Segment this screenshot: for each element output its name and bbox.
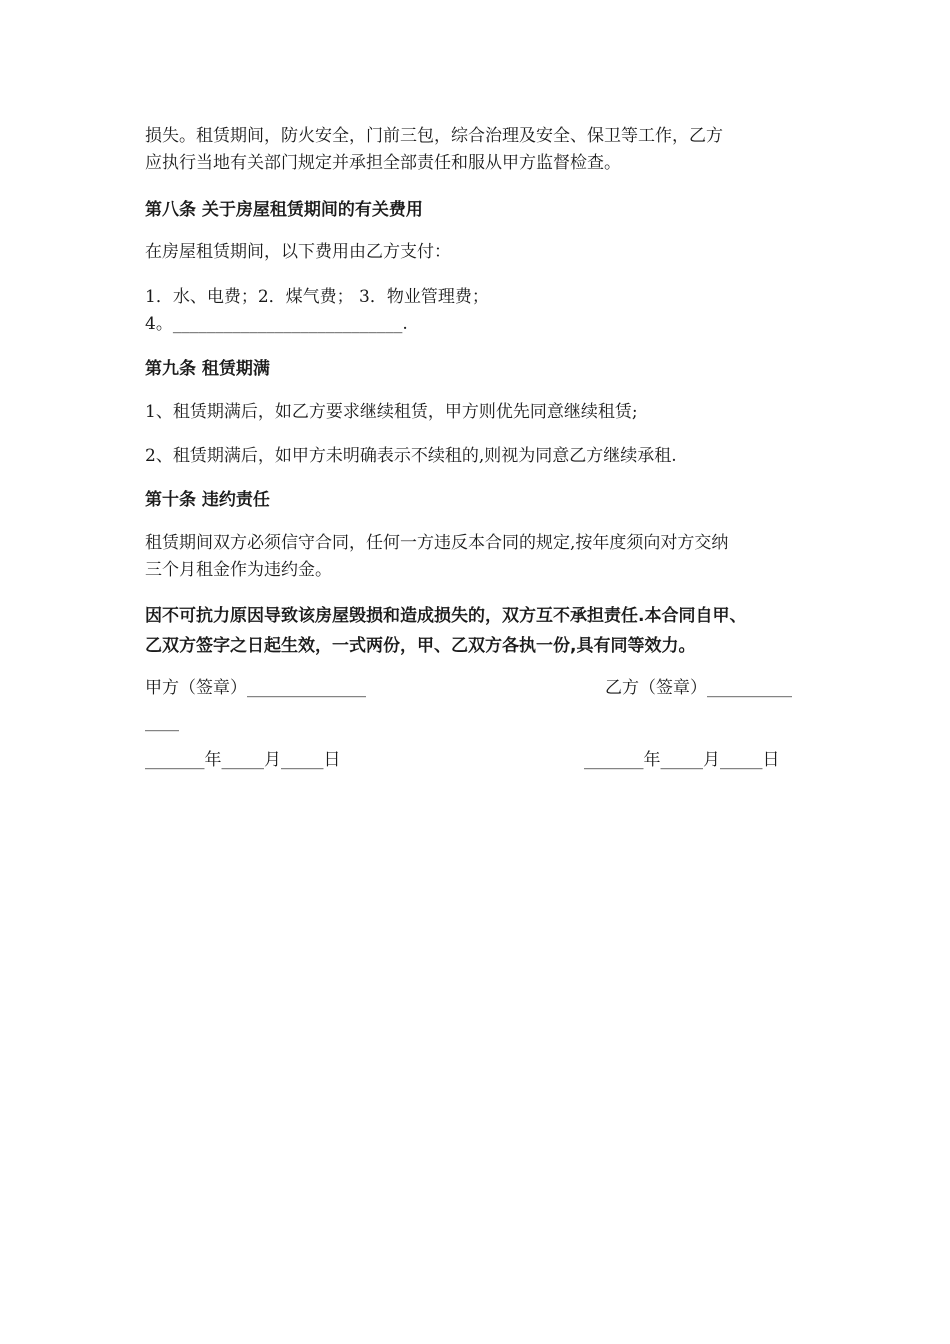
article9-item-1: 1、租赁期满后，如乙方要求继续租赁，甲方则优先同意继续租赁; — [145, 402, 638, 422]
party-b-signature: 乙方（签章）__________ — [605, 678, 792, 698]
article9-heading: 第九条 租赁期满 — [145, 359, 270, 379]
force-majeure-line-2: 乙双方签字之日起生效，一式两份，甲、乙双方各执一份,具有同等效力。 — [145, 636, 696, 656]
article10-line-1: 租赁期间双方必须信守合同，任何一方违反本合同的规定,按年度须向对方交纳 — [145, 533, 729, 553]
article8-items — [145, 284, 489, 338]
party-a-date: _______年_____月_____日 — [145, 750, 341, 770]
article10-line-2: 三个月租金作为违约金。 — [145, 560, 332, 580]
article8-items-line-1: 1．水、电费；2．煤气费； 3．物业管理费； — [145, 287, 489, 307]
article9-item-2: 2、租赁期满后，如甲方未明确表示不续租的,则视为同意乙方继续承租. — [145, 446, 677, 466]
article8-items-line-2: 4。___________________________. — [145, 314, 408, 334]
article8-paragraph: 在房屋租赁期间，以下费用由乙方支付： — [145, 242, 451, 262]
force-majeure-line-1: 因不可抗力原因导致该房屋毁损和造成损失的，双方互不承担责任.本合同自甲、 — [145, 606, 747, 626]
party-a-signature: 甲方（签章）______________ — [145, 678, 366, 698]
party-b-date: _______年_____月_____日 — [584, 750, 780, 770]
force-majeure-paragraph — [145, 601, 746, 661]
intro-line-1: 损失。租赁期间，防火安全，门前三包，综合治理及安全、保卫等工作，乙方 — [145, 126, 723, 146]
article8-heading: 第八条 关于房屋租赁期间的有关费用 — [145, 200, 423, 220]
article10-paragraph — [145, 530, 728, 584]
intro-line-2: 应执行当地有关部门规定并承担全部责任和服从甲方监督检查。 — [145, 153, 621, 173]
intro-paragraph — [145, 123, 723, 177]
article10-heading: 第十条 违约责任 — [145, 490, 270, 510]
party-b-signature-continuation: ____ — [145, 712, 179, 732]
